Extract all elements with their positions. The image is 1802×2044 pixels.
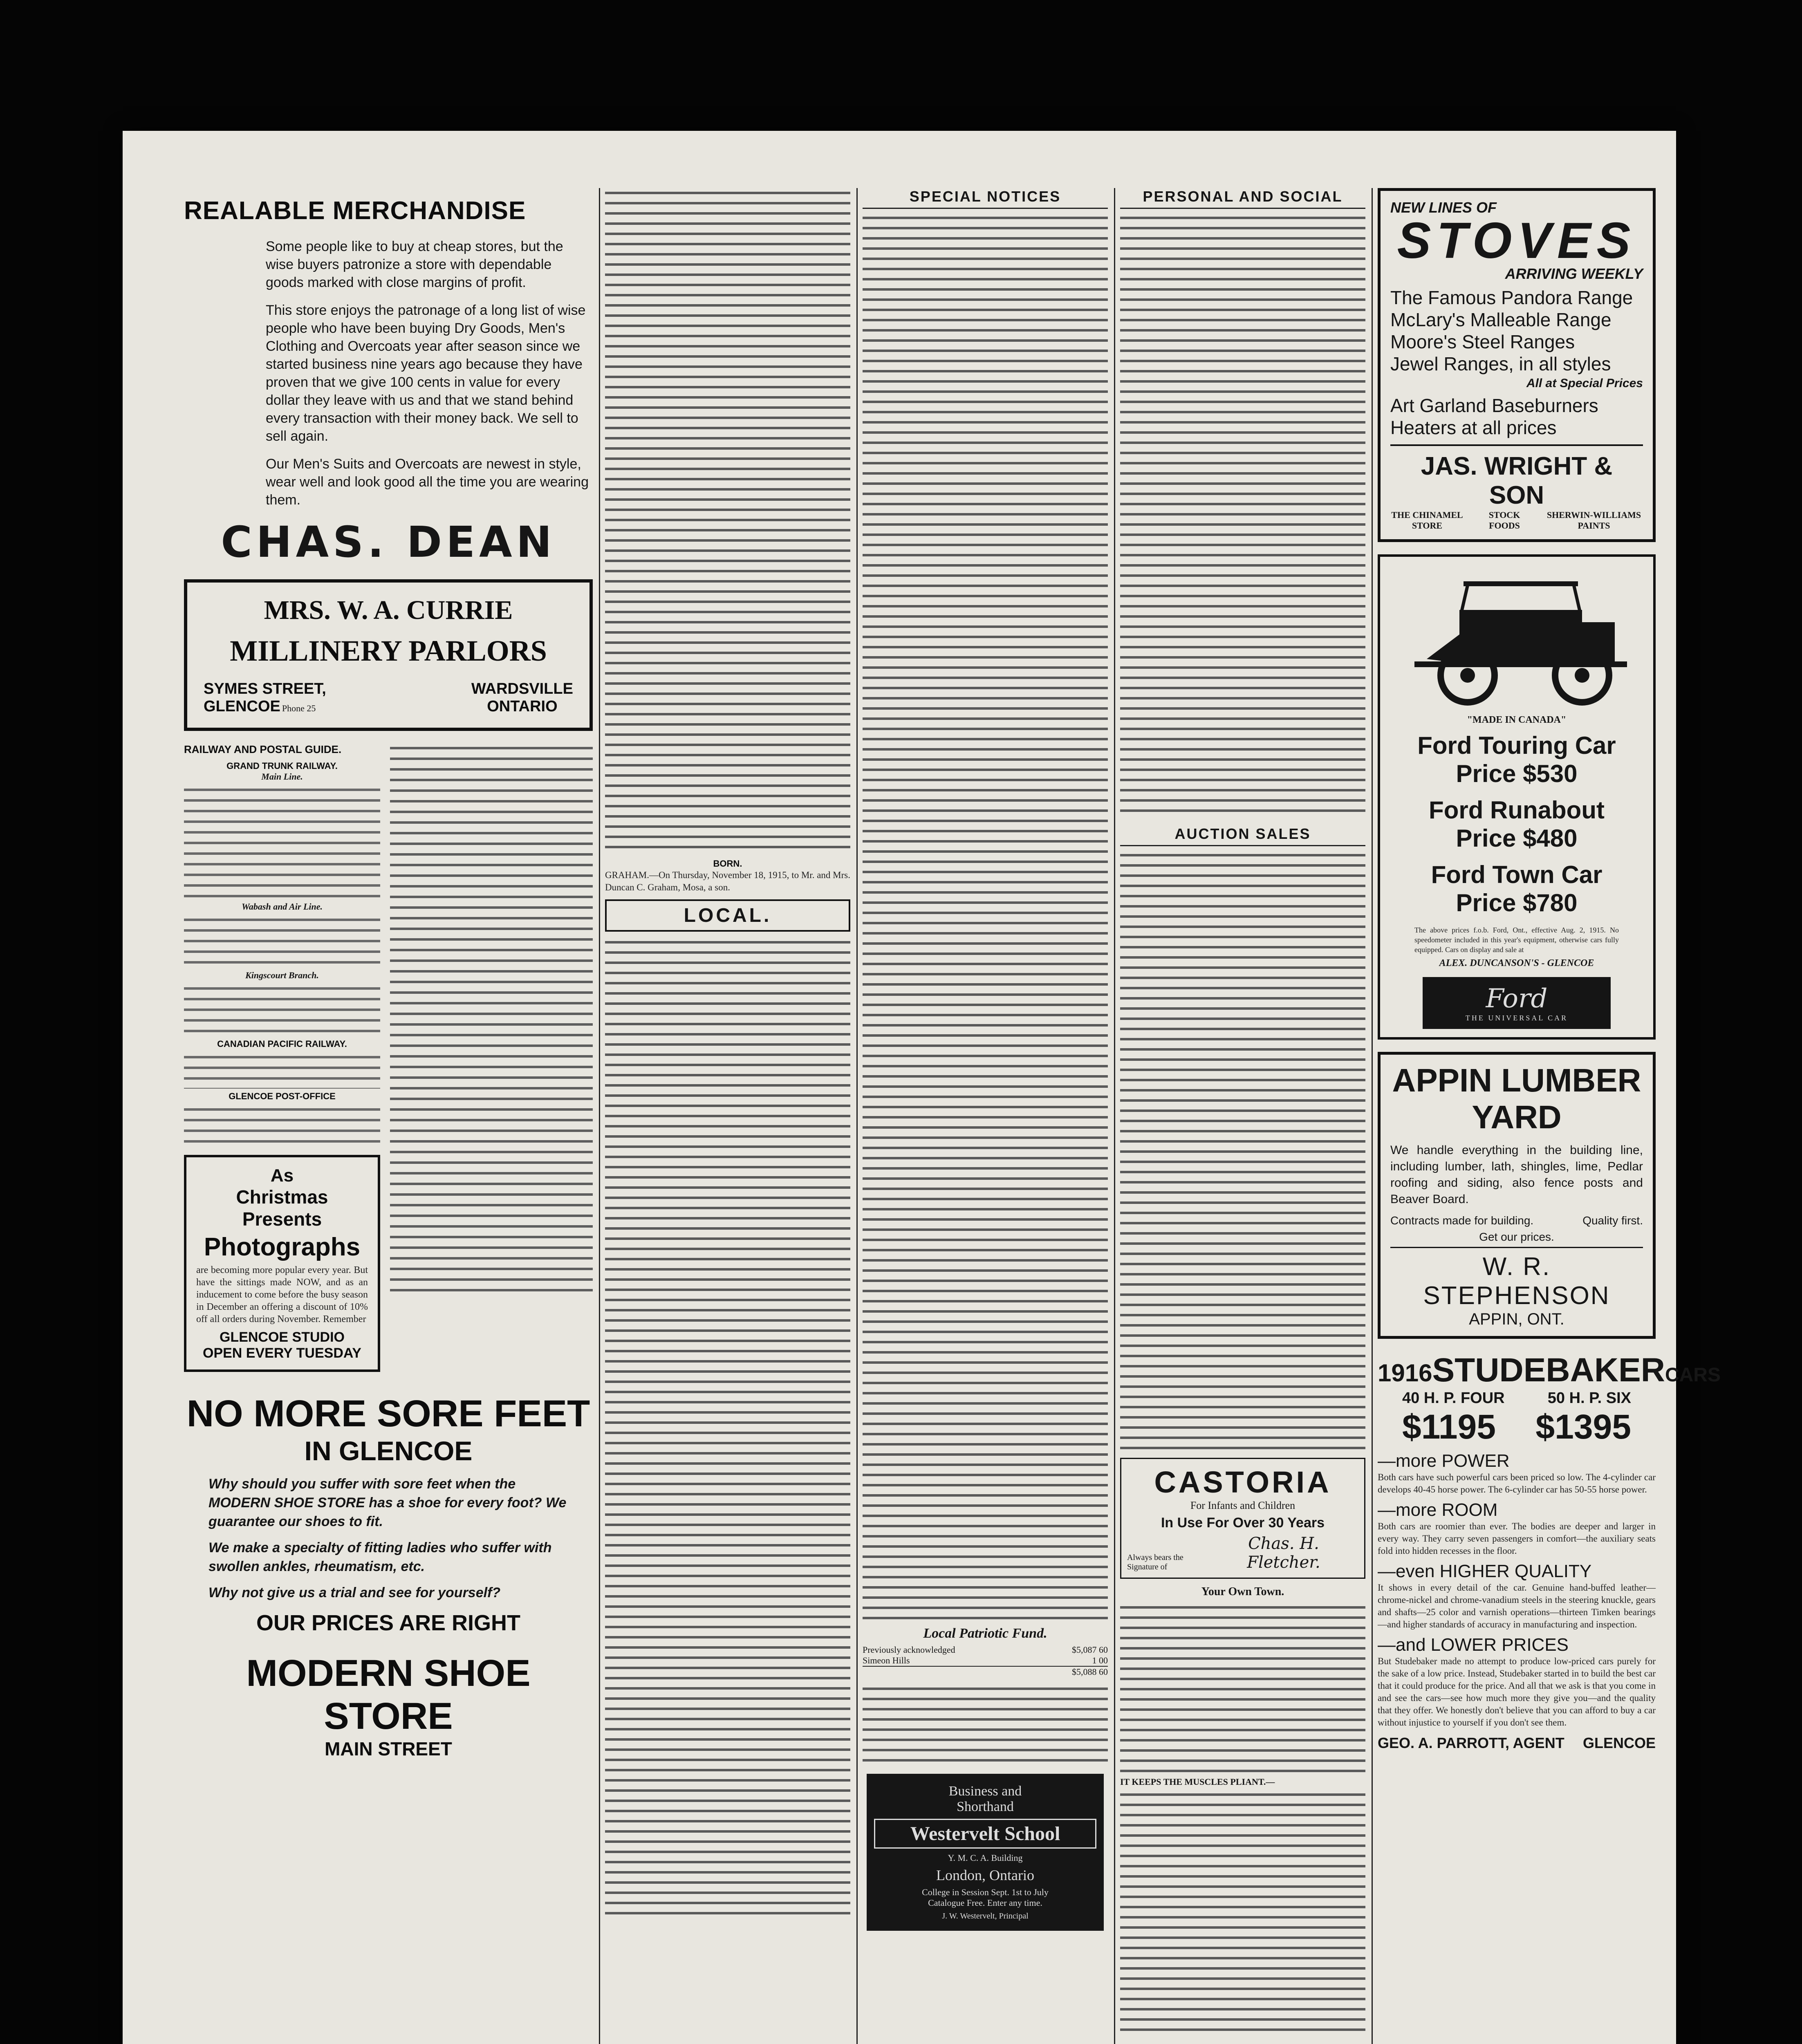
- ford-note: The above prices f.o.b. Ford, Ont., effective Aug. 2, 1915. No speedometer included in this year's equipment, otherwise cars fully equipped. Cars on display and sale at: [1414, 926, 1619, 954]
- appin-lumber-ad: [1378, 1052, 1656, 1339]
- currie-street: SYMES STREET,: [204, 680, 326, 697]
- school-line: Business and: [948, 1784, 1022, 1799]
- shoe-paragraph: Why should you suffer with sore feet when the MODERN SHOE STORE has a shoe for every foot? We guarantee our shoes to fit.: [208, 1476, 567, 1529]
- currie-address: [204, 680, 326, 715]
- ford-ad: [1378, 554, 1656, 1040]
- fund-label: Previously acknowledged: [863, 1645, 955, 1655]
- stoves-line: Heaters at all prices: [1390, 417, 1557, 438]
- stude-power-text: Both cars have such powerful cars been priced so low. The 4-cylinder car develops 40-45 horse power. The 6-cylinder car has 50-55 horse power.: [1378, 1472, 1656, 1495]
- shoe-subheadline: IN GLENCOE: [304, 1436, 473, 1466]
- stude-room: —more ROOM: [1378, 1500, 1498, 1520]
- stoves-special: All at Special Prices: [1526, 377, 1643, 390]
- column-rule: [1372, 188, 1373, 2044]
- railway-schedule-text: [184, 983, 380, 1036]
- currie-location: [471, 680, 573, 715]
- school-name: Westervelt School: [874, 1819, 1096, 1849]
- news-text-block: [1120, 213, 1365, 818]
- stude-title: STUDEBAKER: [1432, 1351, 1665, 1389]
- school-line: Shorthand: [957, 1799, 1014, 1814]
- column-rule: [856, 188, 858, 2044]
- merchandise-ad: [184, 188, 593, 567]
- westervelt-ad: [867, 1774, 1104, 1931]
- column-rule: [1114, 188, 1115, 2044]
- news-text-block: [863, 213, 1108, 1619]
- ford-touring: Ford Touring Car: [1417, 732, 1616, 759]
- col1-news-text: [390, 743, 593, 1384]
- railway-schedule-text: [184, 914, 380, 968]
- born-text: GRAHAM.—On Thursday, November 18, 1915, to Mr. and Mrs. Duncan C. Graham, Mosa, a son.: [605, 870, 850, 892]
- school-ymca: Y. M. C. A. Building: [948, 1853, 1023, 1863]
- stoves-arriving: ARRIVING WEEKLY: [1505, 265, 1643, 282]
- merchandise-paragraph: This store enjoys the patronage of a long list of wise people who have been buying Dry Goods, Men's Clothing and Overcoats year after season since we started business nine years ago because they have proven that we give 100 cents in value for every dollar they leave with us and that we stand behind every transaction with their money back. We sell to sell again.: [266, 303, 586, 444]
- ford-runabout: Ford Runabout: [1429, 796, 1605, 824]
- auction-sales-title: AUCTION SALES: [1120, 822, 1365, 846]
- stude-header: [1378, 1351, 1721, 1390]
- currie-address-row: [204, 680, 573, 715]
- railway-main-line: Main Line.: [261, 771, 303, 782]
- castoria-always: Always bears the Signature of: [1127, 1553, 1183, 1571]
- railway-guide-body: [184, 743, 380, 1384]
- stude-price-six: $1395: [1535, 1407, 1631, 1446]
- fund-total: $5,088 60: [863, 1666, 1108, 1677]
- lumber-quality: Quality first.: [1582, 1214, 1643, 1227]
- railway-kingscourt: Kingscourt Branch.: [245, 970, 319, 980]
- stoves-line: The Famous Pandora Range: [1390, 287, 1633, 308]
- local-title: LOCAL.: [684, 905, 772, 926]
- shoe-street: MAIN STREET: [325, 1738, 452, 1759]
- news-text-block: [605, 937, 850, 1918]
- wright-name: JAS. WRIGHT & SON: [1390, 444, 1643, 510]
- school-principal: J. W. Westervelt, Principal: [942, 1912, 1029, 1921]
- ford-runabout-price: Price $480: [1456, 825, 1578, 852]
- ford-logo: [1423, 977, 1611, 1029]
- currie-wardsville: WARDSVILLE: [471, 680, 573, 697]
- photo-body: are becoming more popular every year. But have the sittings made NOW, and as an inducement to come before the busy season in December an offering a discount of 10% off all orders during November. Remember: [196, 1265, 368, 1325]
- lumber-title: APPIN LUMBER YARD: [1392, 1062, 1641, 1135]
- local-heading: [605, 899, 850, 932]
- railway-schedule-text: [184, 1104, 380, 1149]
- stude-lower-text: But Studebaker made no attempt to produce low-priced cars purely for the sake of a low price. Instead, Studebaker started in to build the best car that it could produce for the price. And all that we ask is that you come in and see the cars—see how much more they give you—and the quality that they offer. We honestly don't believe that you can afford to buy a car without injustice to yourself if you don't see them.: [1378, 1656, 1656, 1728]
- ford-town-price: Price $780: [1456, 889, 1578, 917]
- fund-label: Simeon Hills: [863, 1655, 910, 1665]
- column-2: [605, 188, 850, 2044]
- currie-ontario: ONTARIO: [487, 698, 558, 715]
- stude-power: —more POWER: [1378, 1451, 1510, 1471]
- news-text-block: [1120, 1790, 1365, 2035]
- currie-phone: Phone 25: [282, 703, 316, 713]
- shoe-prices: OUR PRICES ARE RIGHT: [256, 1611, 521, 1635]
- stude-models: [1378, 1390, 1656, 1407]
- news-text-block: [1120, 1602, 1365, 1774]
- ford-dealer: ALEX. DUNCANSON'S - GLENCOE: [1439, 958, 1594, 968]
- column-3: [863, 188, 1108, 2044]
- newspaper-page: [123, 131, 1721, 2044]
- castoria-ad: [1120, 1458, 1365, 1579]
- school-city: London, Ontario: [936, 1867, 1034, 1883]
- railway-schedule-text: [184, 1052, 380, 1089]
- fund-row: [863, 1655, 1108, 1666]
- shoe-store-name: MODERN SHOE STORE: [246, 1652, 531, 1737]
- wright-footer-item: THE CHINAMEL STORE: [1391, 510, 1463, 531]
- fund-value: 1 00: [1092, 1655, 1108, 1665]
- fund-title: Local Patriotic Fund.: [923, 1626, 1047, 1641]
- currie-town: GLENCOE: [204, 698, 280, 715]
- railway-title: RAILWAY AND POSTAL GUIDE.: [184, 743, 342, 755]
- stoves-line: Jewel Ranges, in all styles: [1390, 353, 1611, 374]
- photo-studio: GLENCOE STUDIO: [219, 1329, 345, 1345]
- muscles-heading: IT KEEPS THE MUSCLES PLIANT.—: [1120, 1777, 1275, 1787]
- news-text-block: [390, 743, 593, 1299]
- merchandise-paragraph: Our Men's Suits and Overcoats are newest in style, wear well and look good all the time you are wearing them.: [266, 456, 589, 508]
- stoves-line: Art Garland Baseburners: [1390, 395, 1598, 416]
- school-catalogue: Catalogue Free. Enter any time.: [928, 1898, 1042, 1908]
- stude-four: 40 H. P. FOUR: [1402, 1390, 1505, 1407]
- ford-touring-price: Price $530: [1456, 760, 1578, 787]
- ford-town: Ford Town Car: [1431, 861, 1603, 888]
- stoves-line: Moore's Steel Ranges: [1390, 331, 1575, 352]
- merchandise-title: REALABLE MERCHANDISE: [184, 197, 526, 225]
- railway-schedule-text: [184, 784, 380, 899]
- news-text-block: [605, 188, 850, 854]
- stoves-list-2: [1390, 394, 1643, 439]
- stude-cars: CARS: [1665, 1364, 1721, 1386]
- currie-name: MRS. W. A. CURRIE: [264, 595, 513, 625]
- lumber-town: APPIN, ONT.: [1469, 1310, 1564, 1328]
- news-text-block: [863, 1684, 1108, 1766]
- stoves-new-lines: NEW LINES OF: [1390, 199, 1497, 216]
- ford-made-in-canada: "MADE IN CANADA": [1467, 715, 1567, 725]
- stude-lower: —and LOWER PRICES: [1378, 1635, 1569, 1655]
- railway-guide: [184, 743, 593, 1384]
- stude-quality-text: It shows in every detail of the car. Genuine hand-buffed leather—chrome-nickel and chrome-vanadium steels in the steering knuckle, gears and shafts—25 color and varnish operations—thirteen Timken bearings—and higher standards of accuracy in manufacturing and inspection.: [1378, 1582, 1656, 1629]
- photo-christmas: Christmas Presents: [236, 1186, 328, 1230]
- lumber-contracts: Contracts made for building.: [1390, 1214, 1534, 1227]
- stoves-line: McLary's Malleable Range: [1390, 309, 1611, 330]
- merchandise-paragraph: Some people like to buy at cheap stores, but the wise buyers patronize a store with dependable goods marked with close margins of profit.: [266, 239, 563, 290]
- personal-social-title: PERSONAL AND SOCIAL: [1120, 188, 1365, 209]
- currie-town-line: [204, 698, 326, 715]
- column-5: [1378, 188, 1721, 2044]
- stude-six: 50 H. P. SIX: [1547, 1390, 1631, 1407]
- castoria-title: CASTORIA: [1154, 1465, 1331, 1499]
- fund-row: [863, 1645, 1108, 1655]
- castoria-use: In Use For Over 30 Years: [1161, 1515, 1325, 1531]
- shoe-paragraph: Why not give us a trial and see for yourself?: [208, 1585, 501, 1600]
- column-1: [184, 188, 593, 2044]
- school-session: College in Session Sept. 1st to July: [922, 1887, 1049, 1897]
- railway-wabash: Wabash and Air Line.: [241, 901, 323, 912]
- wright-footer: [1390, 510, 1643, 531]
- shoe-store-ad: [184, 1392, 593, 1760]
- currie-parlors: MILLINERY PARLORS: [230, 634, 547, 667]
- born-title: BORN.: [713, 858, 742, 869]
- castoria-signature-row: [1127, 1534, 1358, 1572]
- photographs-ad: [184, 1155, 380, 1372]
- railway-gtr: GRAND TRUNK RAILWAY.: [226, 761, 338, 771]
- stude-town: GLENCOE: [1582, 1735, 1656, 1751]
- fund-value: $5,087 60: [1072, 1645, 1108, 1655]
- photo-photographs: Photographs: [204, 1233, 361, 1261]
- currie-ad: [184, 579, 593, 731]
- stude-agent-row: [1378, 1735, 1656, 1752]
- stude-prices: [1378, 1407, 1656, 1447]
- shoe-headline: NO MORE SORE FEET: [186, 1393, 590, 1434]
- castoria-sub: For Infants and Children: [1190, 1499, 1295, 1511]
- stoves-list: [1390, 287, 1643, 375]
- lumber-owner: W. R. STEPHENSON: [1390, 1247, 1643, 1310]
- stude-quality: —even HIGHER QUALITY: [1378, 1561, 1592, 1581]
- column-rule: [599, 188, 600, 2044]
- stude-year: 1916: [1378, 1359, 1432, 1387]
- own-town-title: Your Own Town.: [1201, 1585, 1284, 1598]
- railway-cpr: CANADIAN PACIFIC RAILWAY.: [217, 1039, 347, 1049]
- stude-room-text: Both cars are roomier than ever. The bodies are deeper and larger in every way. They carry seven passengers in comfort—the auxiliary seats fold into hidden recesses in the floor.: [1378, 1521, 1656, 1556]
- photo-open: OPEN EVERY TUESDAY: [203, 1345, 361, 1361]
- lumber-contracts-row: [1390, 1214, 1643, 1227]
- news-text-block: [1120, 850, 1365, 1451]
- wright-footer-item: STOCK FOODS: [1488, 510, 1520, 531]
- stoves-ad: [1378, 188, 1656, 542]
- ford-logo-script: Ford: [1486, 984, 1548, 1014]
- studebaker-ad: [1378, 1351, 1721, 1752]
- lumber-prices: Get our prices.: [1479, 1230, 1554, 1243]
- stoves-title: STOVES: [1397, 213, 1636, 269]
- stude-agent: GEO. A. PARROTT, AGENT: [1378, 1735, 1564, 1751]
- column-4: [1120, 188, 1365, 2044]
- lumber-body: We handle everything in the building line, including lumber, lath, shingles, lime, Pedlar roofing and siding, also fence posts and Beaver Board.: [1390, 1143, 1643, 1206]
- photo-as: As: [270, 1165, 294, 1186]
- special-notices-title: SPECIAL NOTICES: [863, 188, 1108, 209]
- patriotic-fund: [863, 1626, 1108, 1677]
- born-notice: [605, 858, 850, 894]
- stude-price-four: $1195: [1402, 1407, 1496, 1446]
- ford-touring-car-illustration: [1390, 565, 1643, 712]
- chas-dean-logo: CHAS. DEAN: [221, 517, 556, 567]
- ford-logo-tagline: THE UNIVERSAL CAR: [1465, 1014, 1568, 1022]
- wright-footer-item: SHERWIN-WILLIAMS PAINTS: [1546, 510, 1641, 531]
- railway-post-office: GLENCOE POST-OFFICE: [229, 1091, 336, 1101]
- castoria-signature: Chas. H. Fletcher.: [1247, 1534, 1320, 1572]
- shoe-paragraph: We make a specialty of fitting ladies who suffer with swollen ankles, rheumatism, etc.: [208, 1540, 552, 1574]
